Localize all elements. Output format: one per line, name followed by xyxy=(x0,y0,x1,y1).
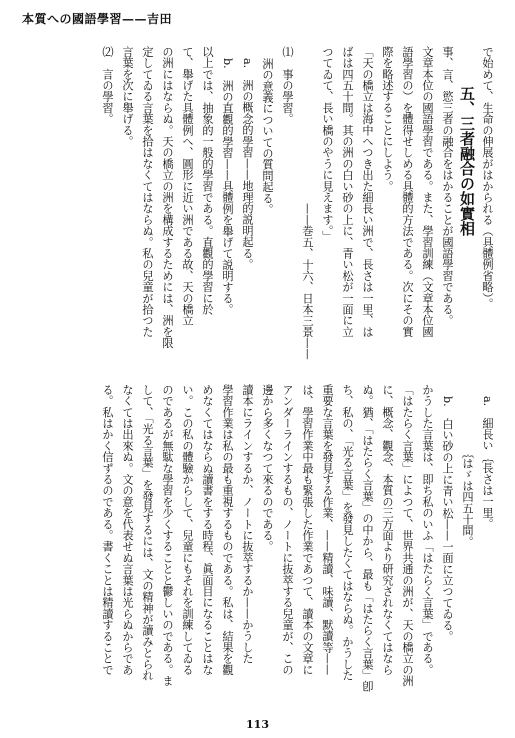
text-line: ち、私の、「光る言葉」を發見したくてはならぬ。かうした xyxy=(341,384,354,681)
text-line: 言葉を次に舉げる。 xyxy=(121,46,134,147)
text-line: アンダーラインするもの、ノートに抜萃する兒童が、この xyxy=(281,384,294,676)
text-line: 定してゐる言葉を拾はなくてはならぬ。私の兒童が拾つた xyxy=(141,46,154,338)
text-line: 以上では、抽象的一般的學習である。直觀的學習に於 xyxy=(201,46,214,315)
text-line: 事、言、慾三者の融合をはかることが國語學習である。 xyxy=(441,46,454,326)
quote-line: つてゐて、長い橋のやうに見えます。」 xyxy=(321,46,334,242)
text-line: なくては出來ぬ。文の意を代表せぬ言葉は光らぬからであ xyxy=(121,384,134,676)
quote-line: ばは四五十間。其の洲の白い砂の上に、青い松が一面に立 xyxy=(341,46,354,338)
text-line: 洲の意義についての質問起る。 xyxy=(261,58,274,215)
text-line: で始めて、生命の伸展がはかられる（具體例省略）。 xyxy=(481,46,494,310)
section-heading: 五、三者融合の如實相 xyxy=(458,86,476,236)
text-line: b. 白い砂の上に青い松——一面に立つてゐる。 xyxy=(441,396,454,642)
text-line: ｛はゞは四五十間。 xyxy=(461,396,474,548)
page-number: 113 xyxy=(246,718,269,731)
text-line: a. 洲の概念的學習——地理的説明起る。 xyxy=(241,58,254,270)
text-line: 讀本にラインするか、ノートに抜萃するか——かうした xyxy=(241,384,254,664)
text-line: かうした言葉は、即ち私のいふ「はたらく言葉」である。 xyxy=(421,384,434,676)
text-line: 重要な言葉を發見する作業、——精讀、味讀、默讀等—— xyxy=(321,384,334,676)
running-head: 本質への國語學習——吉田 xyxy=(22,12,173,26)
text-line: 「はたらく言葉」によつて、世界共通の洲が、天の橋立の洲 xyxy=(401,384,414,687)
text-line: に、概念、觀念、本質の三方面より研究されなくてはなら xyxy=(381,384,394,676)
text-line: のであるが無駄な學習を少くすることと鬱しいのである。ま xyxy=(161,384,174,687)
lower-text-block xyxy=(97,384,497,706)
text-line: い。この私の體驗からして、兒童にもそれを訓練してゐる xyxy=(181,384,194,676)
text-line: b. 洲の直觀的學習——具體例を舉げて説明する。 xyxy=(221,58,234,316)
quote-line: 「天の橋立は海中へつき出た細長い洲で、長さは一里、は xyxy=(361,46,374,338)
text-line: 文章本位の國語學習である。また、學習訓練（文章本位國 xyxy=(421,46,434,338)
text-line: て、舉げた具體例へ、圓形に近い洲である故、天の橋立 xyxy=(181,46,194,326)
text-line: る。私はかく信ずるのである。書くことは精讀することで xyxy=(101,384,114,676)
text-line: 邊から多くなつて來るのである。 xyxy=(261,384,274,552)
text-line: ぬ。猶、「はたらく言葉」の中から、最も「はたらく言葉」卽 xyxy=(361,384,374,692)
item-heading: ⑴ 事の學習。 xyxy=(281,46,294,125)
item-heading: ⑵ 言の學習。 xyxy=(101,46,114,125)
upper-text-block xyxy=(97,46,497,364)
text-line: めなくてはならぬ讀書をする時程、眞面目になることはな xyxy=(201,384,214,676)
text-line: 學習作業は私の最も重視するものである。私は、結果を觀 xyxy=(221,384,234,676)
text-line: a. 細長い｛長さは一里。 xyxy=(481,396,494,530)
text-line: の洲にはならぬ。天の橋立の洲を構成するためには、洲を限 xyxy=(161,46,174,349)
citation: ——巻五、十六、日本三景—— xyxy=(301,203,314,360)
text-line: 際を略述することにしよう。 xyxy=(381,46,394,192)
text-line: 語學習の）を體得せしめる具體的方法である。次にその實 xyxy=(401,46,414,338)
text-line: して、「光る言葉」を發見するには、文の精神が讀みとられ xyxy=(141,384,154,681)
text-line: は、學習作業中最も緊張した作業であつて、讀本の文章に xyxy=(301,384,314,676)
